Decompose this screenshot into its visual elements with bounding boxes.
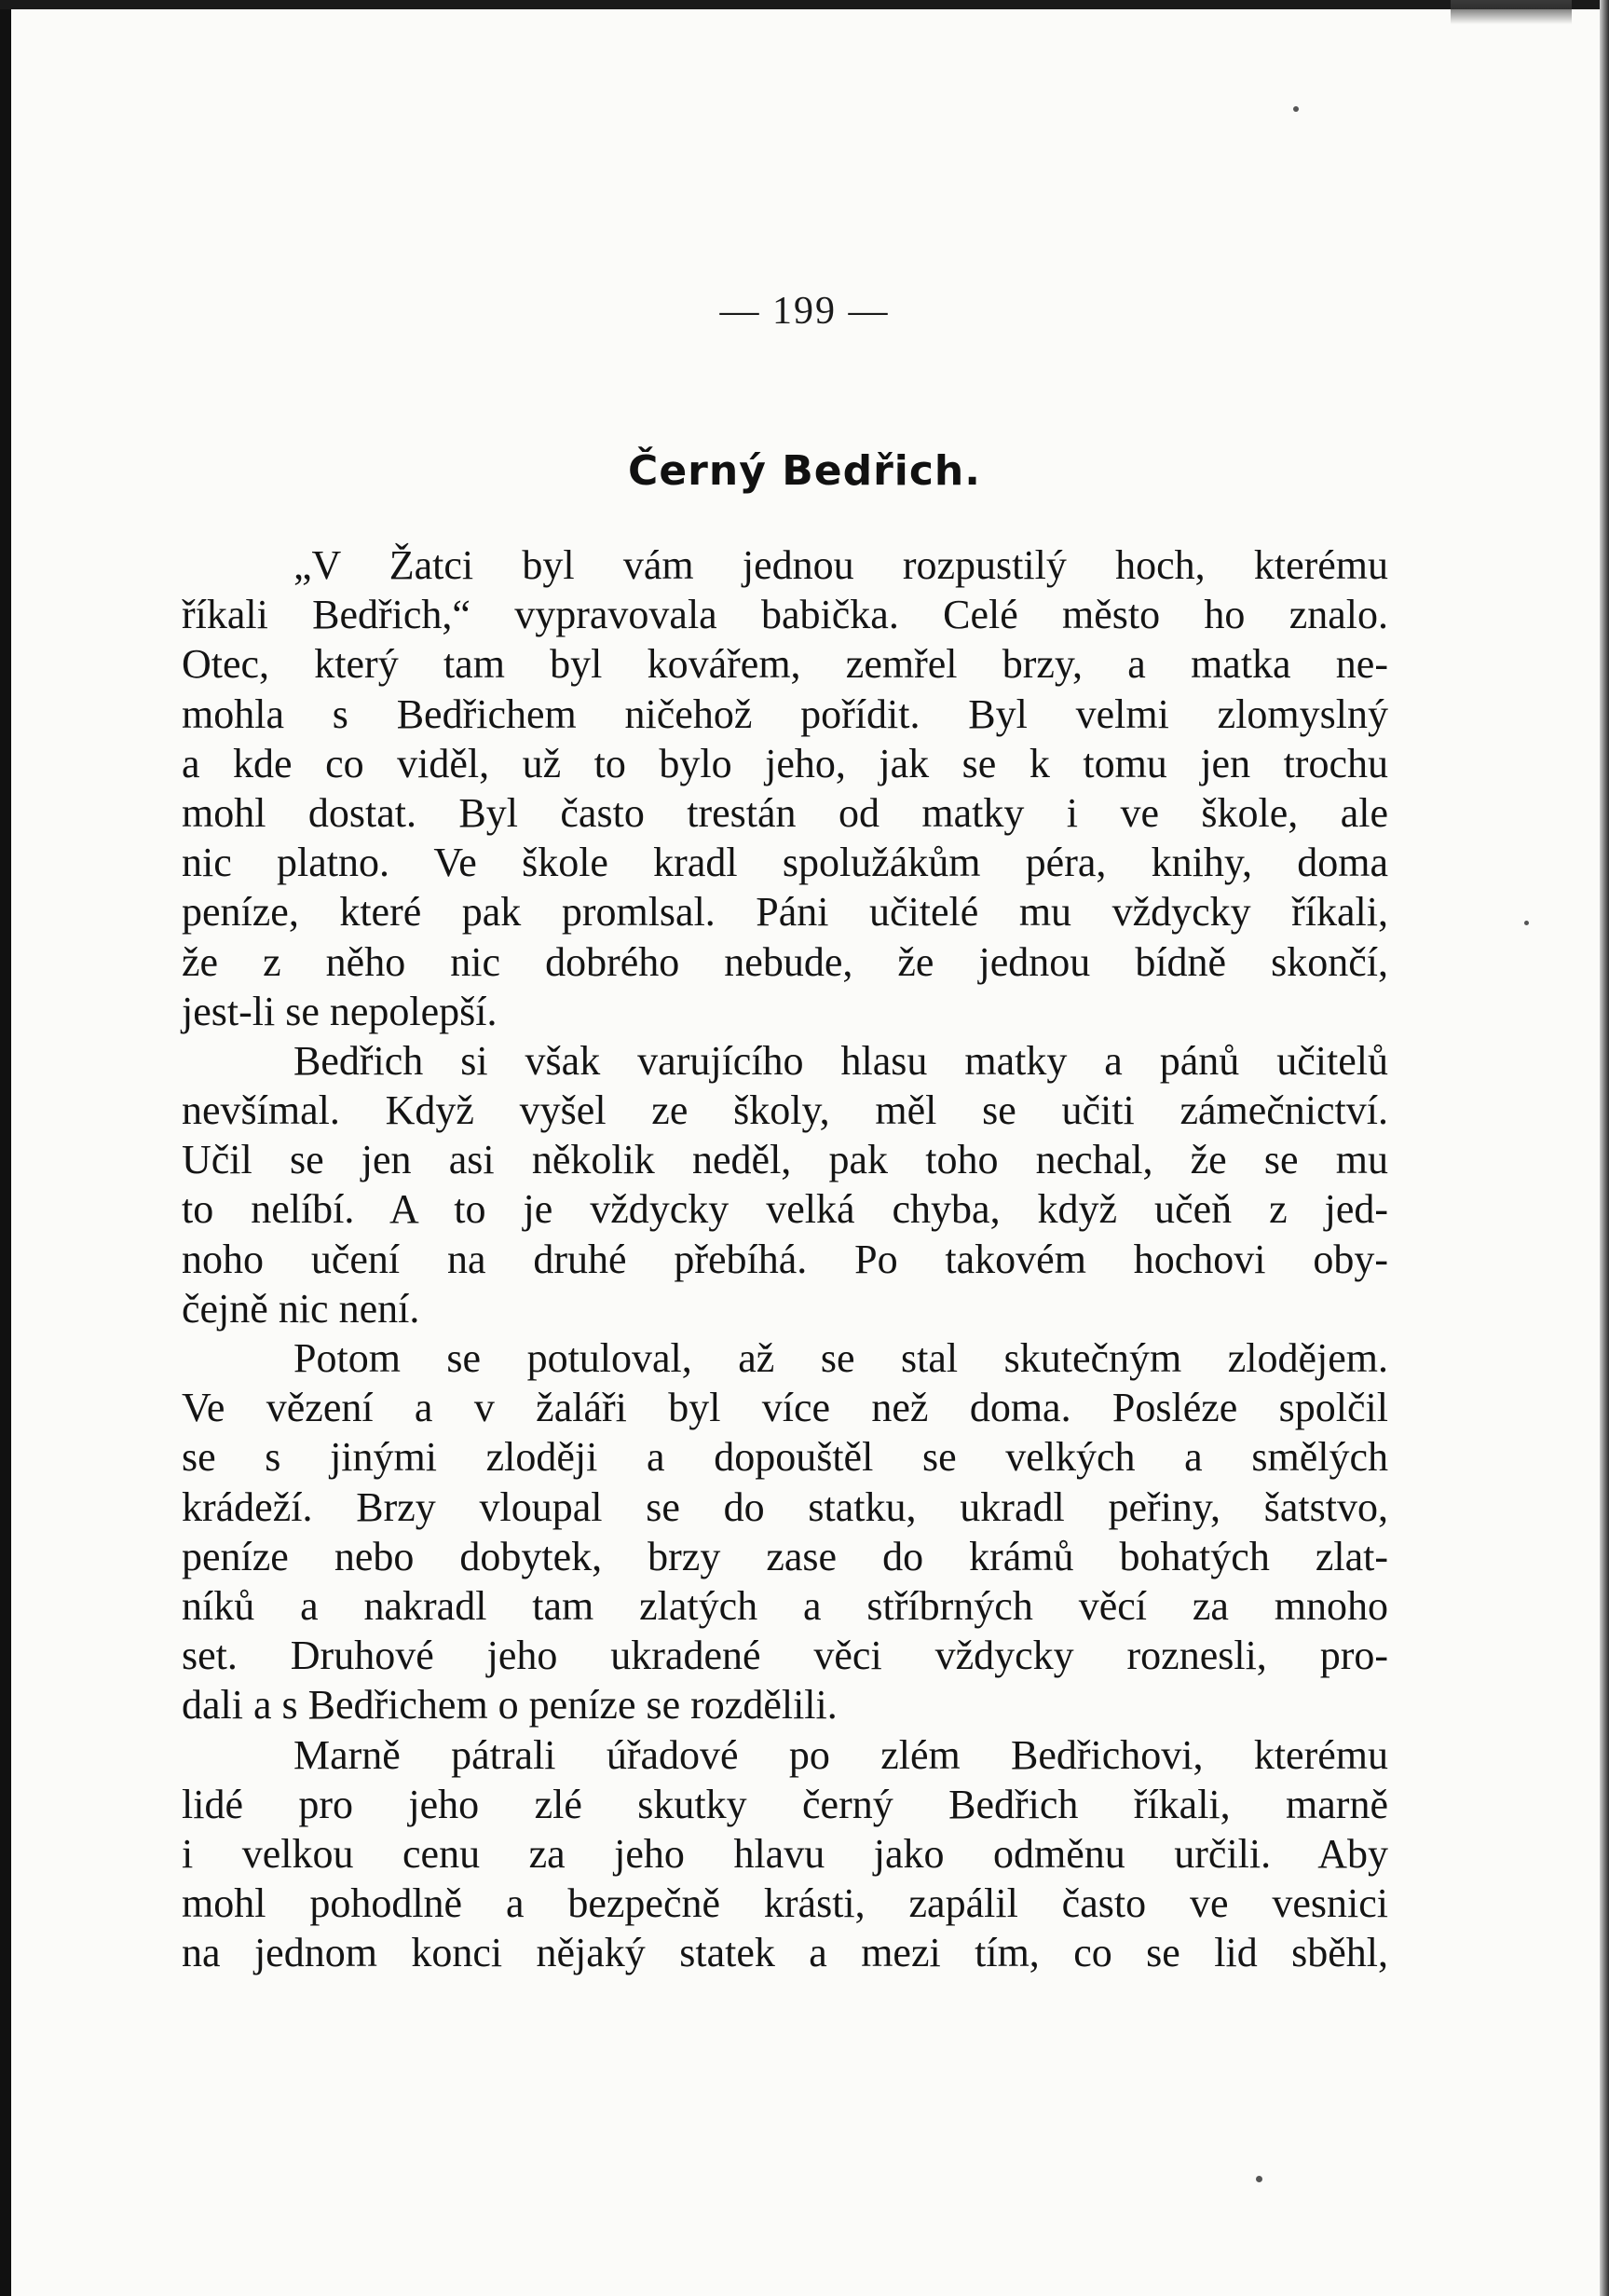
scan-edge-left [0, 0, 11, 2296]
text-line: Marně pátrali úřadové po zlém Bedřichovi, kterému [293, 1731, 1388, 1778]
text-line: jest-li se nepolepší. [182, 988, 498, 1034]
text-line: nic platno. Ve škole kradl spolužákům péra, knihy, doma [182, 840, 1388, 886]
scan-shadow-top-right [1451, 0, 1572, 24]
scan-edge-right [1600, 0, 1609, 2296]
body-text [182, 540, 1388, 1977]
text-line: čejně nic není. [182, 1285, 420, 1332]
text-line: „V Žatci byl vám jednou rozpustilý hoch, kterému [293, 542, 1388, 588]
text-line: Ve vězení a v žaláři byl více než doma. Posléze spolčil [182, 1385, 1388, 1431]
text-line: dali a s Bedřichem o peníze se rozdělili. [182, 1682, 838, 1729]
text-line: níků a nakradl tam zlatých a stříbrných věcí za mnoho [182, 1582, 1388, 1629]
scan-edge-top [0, 0, 1609, 9]
text-line: set. Druhové jeho ukradené věci vždycky roznesli, pro- [182, 1633, 1388, 1679]
text-line: to nelíbí. A to je vždycky velká chyba, když učeň z jed- [182, 1186, 1388, 1233]
text-line: Bedřich si však varujícího hlasu matky a pánů učitelů [293, 1037, 1388, 1084]
text-line: mohl dostat. Byl často trestán od matky i ve škole, ale [182, 789, 1388, 836]
text-line: že z něho nic dobrého nebude, že jednou bídně skončí, [182, 938, 1388, 985]
text-line: krádeží. Brzy vloupal se do statku, ukradl peřiny, šatstvo, [182, 1483, 1388, 1530]
scan-speck [1293, 106, 1299, 112]
page-number: — 199 — [719, 290, 890, 333]
text-line: mohl pohodlně a bezpečně krásti, zapálil často ve vesnici [182, 1880, 1388, 1927]
text-line: na jednom konci nějaký statek a mezi tím, co se lid sběhl, [182, 1930, 1388, 1976]
text-line: a kde co viděl, už to bylo jeho, jak se k tomu jen trochu [182, 740, 1388, 786]
text-line: Potom se potuloval, až se stal skutečným zlodějem. [293, 1335, 1388, 1381]
text-line: se s jinými zloději a dopouštěl se velkých a smělých [182, 1434, 1388, 1481]
text-line: peníze nebo dobytek, brzy zase do krámů bohatých zlat- [182, 1533, 1388, 1579]
text-line: říkali Bedřich,“ vypravovala babička. Celé město ho znalo. [182, 592, 1388, 638]
text-line: mohla s Bedřichem ničehož pořídit. Byl velmi zlomyslný [182, 690, 1388, 737]
text-line: lidé pro jeho zlé skutky černý Bedřich říkali, marně [182, 1781, 1388, 1827]
text-line: Učil se jen asi několik neděl, pak toho nechal, že se mu [182, 1137, 1388, 1183]
text-line: noho učení na druhé přebíhá. Po takovém hochovi oby- [182, 1236, 1388, 1282]
chapter-title: Černý Bedřich. [628, 447, 981, 495]
text-line: Otec, který tam byl kovářem, zemřel brzy, a matka ne- [182, 641, 1388, 688]
scan-speck [1524, 921, 1529, 925]
scan-speck [1256, 2176, 1262, 2182]
text-line: nevšímal. Když vyšel ze školy, měl se učiti zámečnictví. [182, 1087, 1388, 1134]
text-line: peníze, které pak promlsal. Páni učitelé mu vždycky říkali, [182, 889, 1388, 936]
text-line: i velkou cenu za jeho hlavu jako odměnu určili. Aby [182, 1830, 1388, 1877]
